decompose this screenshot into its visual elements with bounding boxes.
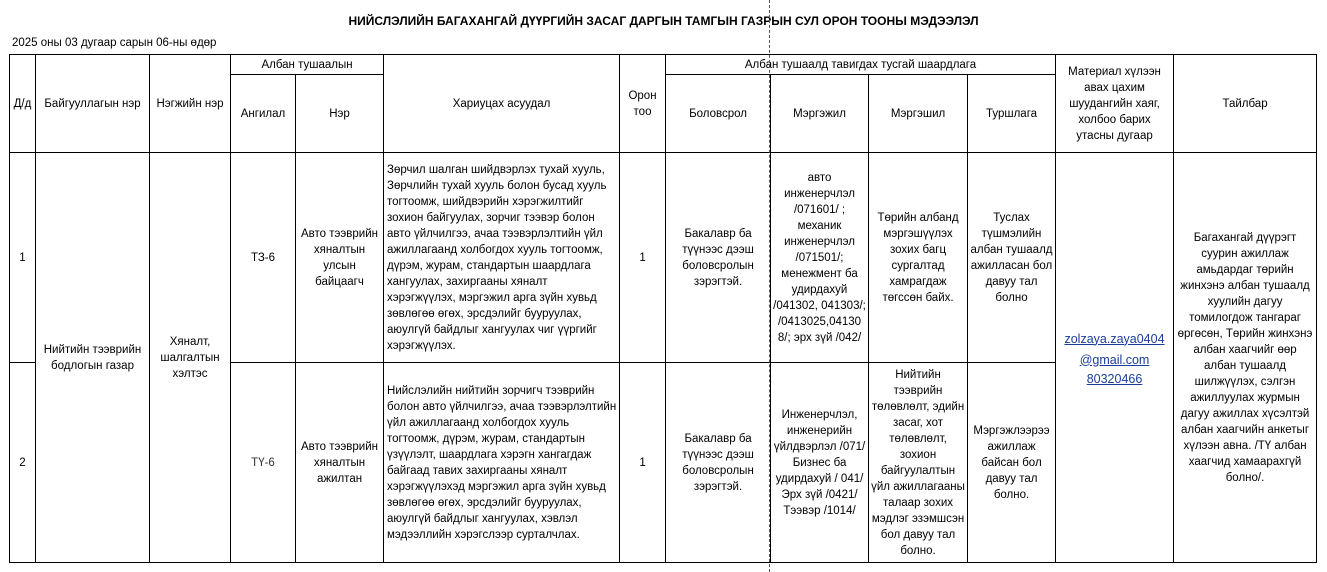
req-education: Бакалавр ба түүнээс дээш боловсролын зэрэгтэй. <box>666 153 771 363</box>
contact-phone[interactable]: 80320466 <box>1086 371 1143 386</box>
position-grade: ТЗ-6 <box>231 153 296 363</box>
vacancy-table <box>9 54 1317 563</box>
header-position-group: Албан тушаалын <box>231 55 384 75</box>
note-cell: Багахангай дүүрэгт суурин ажиллаж амьдардаг төрийн жинхэнэ албан тушаалд хуулийн дагуу томилогдож тангараг өргөсөн, Төрийн жинхэнэ албан хаагчийг өөр албан тушаалд шилжүүлэх, сэлгэн ажиллуулах журмын дагуу ажиллах хүсэлтэй албан хаагчийн анкетыг хүлээн авна. /ТҮ албан хаагчид хамаарахгүй болно/. <box>1174 153 1317 563</box>
report-date: 2025 оны 03 дугаар сарын 06-ны өдөр <box>12 37 217 49</box>
req-profession: авто инженерчлэл /071601/ ; механик инженерчлэл /071501/; менежмент ба удирдахуй /041302, 041303/; /0413025,04130 8/; эрх зүй /042/ <box>771 153 869 363</box>
position-grade: ТҮ-6 <box>231 363 296 563</box>
header-skill: Мэргэшил <box>869 75 968 153</box>
position-count: 1 <box>620 363 666 563</box>
header-grade: Ангилал <box>231 75 296 153</box>
position-duties: Зөрчил шалган шийдвэрлэх тухай хууль, Зөрчлийн тухай хууль болон бусад хууль тогтоомж, шийдвэрийн хэрэгжилтийг зохион байгуулах, зорчиг тээвэр болон авто үйлчилгээ, ачаа тээвэрлэлтийн үйл ажиллагаанд холбогдох хууль тогтоомж, дүрэм, журам, стандартын шаардлага хангуулах, захиргааны хяналт хэрэгжүүлэх, мэргэжил арга зүйн хувьд зөвлөгөө өгөх, эрсдэлийг бууруулах, аюулгүй байдлыг хангуулах чиг үүргийг хэрэгжүүлэх. <box>384 153 620 363</box>
header-education: Боловсрол <box>666 75 771 153</box>
req-skill: Төрийн албанд мэргэшүүлэх зохих багц сургалтад хамрагдаж төгссөн байх. <box>869 153 968 363</box>
header-experience: Туршлага <box>968 75 1056 153</box>
row-no: 2 <box>10 363 36 563</box>
org-name: Нийтийн тээврийн бодлогын газар <box>36 153 150 563</box>
header-name: Нэр <box>296 75 384 153</box>
email-part-1: zolzaya.zaya0404 <box>1064 331 1165 346</box>
header-requirements-group: Албан тушаалд тавигдах тусгай шаардлага <box>666 55 1056 75</box>
req-education: Бакалавр ба түүнээс дээш боловсролын зэрэгтэй. <box>666 363 771 563</box>
header-profession: Мэргэжил <box>771 75 869 153</box>
header-note: Тайлбар <box>1174 55 1317 153</box>
req-experience: Мэргэжлээрээ ажиллаж байсан бол давуу тал болно. <box>968 363 1056 563</box>
req-skill: Нийтийн тээврийн төлөвлөлт, эдийн засаг, хот төлөвлөлт, зохион байгуулалтын үйл ажиллагааны талаар зохих мэдлэг эзэмшсэн бол давуу тал болно. <box>869 363 968 563</box>
unit-name: Хяналт, шалгалтын хэлтэс <box>150 153 231 563</box>
page-break-line <box>769 0 770 572</box>
header-unit: Нэгжийн нэр <box>150 55 231 153</box>
contact-cell <box>1056 153 1174 563</box>
position-name: Авто тээврийн хяналтын ажилтан <box>296 363 384 563</box>
header-duties: Хариуцах асуудал <box>384 55 620 153</box>
header-count: Орон тоо <box>620 55 666 153</box>
contact-email-link[interactable] <box>1058 329 1171 371</box>
header-contact: Материал хүлээн авах цахим шуудангийн хаяг, холбоо барих утасны дугаар <box>1056 55 1174 153</box>
position-count: 1 <box>620 153 666 363</box>
req-profession: Инженерчлэл, инженерийн үйлдвэрлэл /071/ Бизнес ба удирдахуй / 041/ Эрх зүй /0421/ Тээвэр /1014/ <box>771 363 869 563</box>
req-experience: Туслах түшмэлийн албан тушаалд ажилласан бол давуу тал болно <box>968 153 1056 363</box>
position-duties: Нийслэлийн нийтийн зорчигч тээврийн болон авто үйлчилгээ, ачаа тээвэрлэлтийн үйл ажиллагаанд холбогдох хууль тогтоомж, дүрэм, журам, стандартын үзүүлэлт, шаардлага хэрэгн хангагдаж байгаад тавих захиргааны хяналт хэрэгжүүлэхэд мэргэжил арга зүйн хувьд зөвлөгөө өгөх, эрсдэлийг бууруулах, аюулгүй байдлыг хангуулах, хэвлэл мэдээллийн хэрэгслээр сурталчлах. <box>384 363 620 563</box>
table-row <box>10 153 1317 363</box>
header-no: Д/д <box>10 55 36 153</box>
email-part-2: @gmail.com <box>1079 352 1150 367</box>
page-title: НИЙСЛЭЛИЙН БАГАХАНГАЙ ДҮҮРГИЙН ЗАСАГ ДАРГЫН ТАМГЫН ГАЗРЫН СУЛ ОРОН ТООНЫ МЭДЭЭЛЭЛ <box>348 14 979 28</box>
row-no: 1 <box>10 153 36 363</box>
header-org: Байгууллагын нэр <box>36 55 150 153</box>
position-name: Авто тээврийн хяналтын улсын байцаагч <box>296 153 384 363</box>
